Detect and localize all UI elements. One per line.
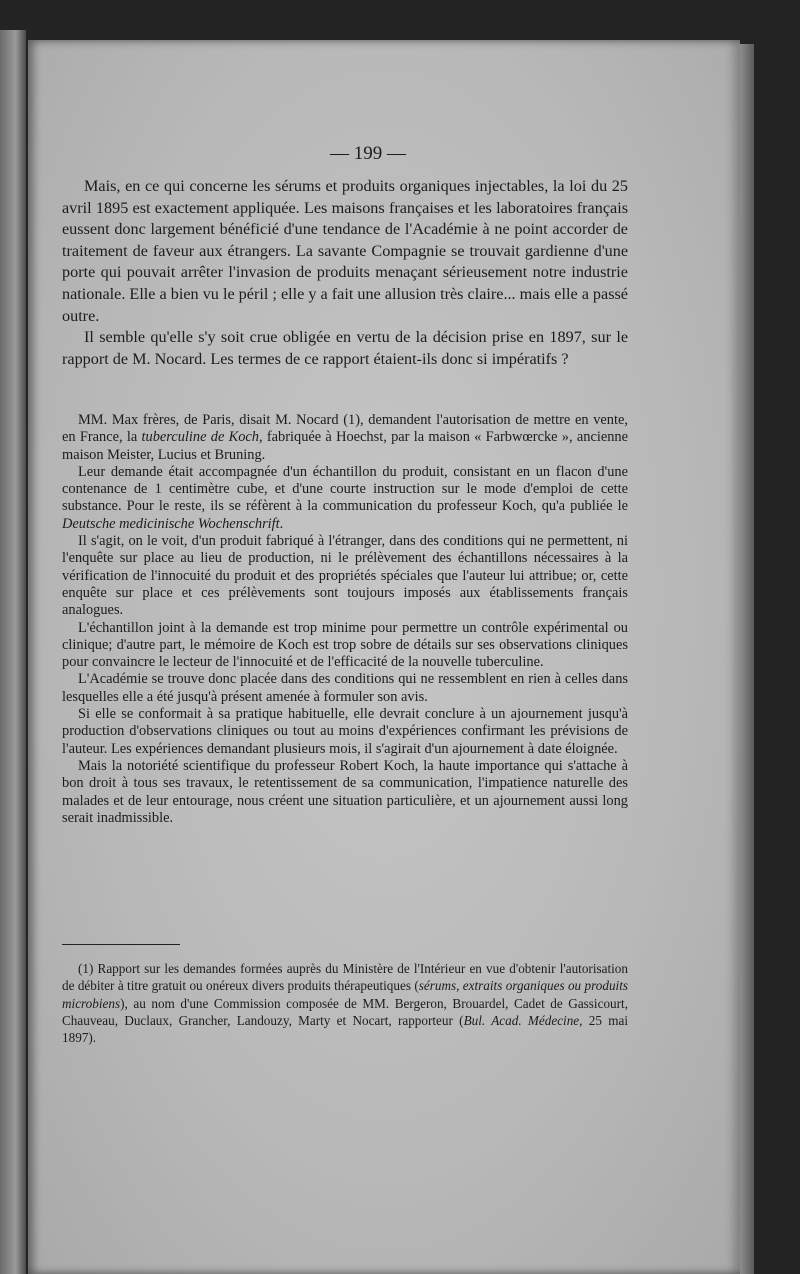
footnote-text: (1) Rapport sur les demandes formées auprès du Ministère de l'Intérieur en vue d'obtenir l'autorisation de débiter à titre gratuit ou onéreux divers produits thérapeutiques ( [62, 961, 628, 994]
facing-page-edge [0, 30, 26, 1274]
footnote-italic: sérums, extraits organiques ou produits microbiens [62, 978, 628, 1011]
page-number: — 199 — [330, 143, 406, 164]
footnote-divider [62, 944, 180, 945]
quote-paragraph [62, 464, 628, 533]
quote-text: MM. Max frères, de Paris, disait M. Nocard (1), demandent l'autorisation de mettre en vente, en France, la [62, 412, 628, 446]
quote-paragraph: L'échantillon joint à la demande est trop minime pour permettre un contrôle expérimental ou clinique; d'autre part, le mémoire de Koch est trop sobre de détails sur ses observations cliniques pour convaincre le lecteur de l'innocuité et de l'efficacité de la nouvelle tuberculine. [62, 619, 628, 671]
body-paragraph: Il semble qu'elle s'y soit crue obligée en vertu de la décision prise en 1897, sur le rapport de M. Nocard. Les termes de ce rapport étaient-ils donc si impératifs ? [62, 328, 628, 368]
quote-paragraph: Mais la notoriété scientifique du professeur Robert Koch, la haute importance qui s'attache à bon droit à tous ses travaux, le retentissement de sa communication, l'impatience naturelle des malades et de leur entourage, nous créent une situation particulière, et un ajournement aussi long serait inadmissible. [62, 757, 628, 826]
footnote-italic: Bul. Acad. Médecine [463, 1012, 580, 1028]
quote-paragraph [62, 412, 628, 464]
quote-paragraph: Il s'agit, on le voit, d'un produit fabriqué à l'étranger, dans des conditions qui ne permettent, ni l'enquête sur place au lieu de production, ni le prélèvement des échantillons nécessaires à la vérification de l'innocuité du produit et des propriétés spéciales que l'auteur lui attribue; or, cette enquête sur place et ces prélèvements sont toujours imposés aux établissements français analogues. [62, 533, 628, 619]
quote-paragraph: L'Académie se trouve donc placée dans des conditions qui ne ressemblent en rien à celles dans lesquelles elle a été jusqu'à présent amenée à formuler son avis. [62, 671, 628, 705]
footnote-paragraph [62, 960, 628, 1046]
quote-italic: tuberculine de Koch [141, 429, 259, 446]
main-text [62, 176, 628, 370]
quote-paragraph: Si elle se conformait à sa pratique habituelle, elle devrait conclure à un ajournement jusqu'à production d'observations cliniques ou tout au moins d'expériences confirmant les prévisions de l'auteur. Les expériences demandant plusieurs mois, il s'agirait d'un ajournement à date éloignée. [62, 706, 628, 757]
quote-italic: Deutsche medicinische Wochenschrift [62, 515, 280, 532]
footnote [62, 960, 628, 1046]
page-stack-edge [740, 44, 754, 1274]
footnote-text: ), au nom d'une Commission composée de MM. Bergeron, Brouardel, Cadet de Gassicourt, Chauveau, Duclaux, Grancher, Landouzy, Marty et Nocart, rapporteur ( [62, 995, 628, 1028]
footnote-text: , 25 mai 1897). [62, 1012, 629, 1046]
quote-text: , fabriquée à Hoechst, par la maison « Farbwœrcke », ancienne maison Meister, Lucius et Bruning. [62, 429, 628, 463]
quote-text: . [279, 515, 284, 532]
quote-text: Leur demande était accompagnée d'un échantillon du produit, consistant en un flacon d'une contenance de 1 centimètre cube, et d'une courte instruction sur le mode d'emploi de cette substance. Pour le reste, ils se réfèrent à la communication du professeur Koch, qu'a publiée le [62, 463, 628, 515]
body-paragraph: Mais, en ce qui concerne les sérums et produits organiques injectables, la loi du 25 avril 1895 est exactement appliquée. Les maisons françaises et les laboratoires français eussent donc largement bénéficié d'une tendance de l'Académie à ne point accorder de traitement de faveur aux étrangers. La savante Compagnie se trouvait gardienne d'une porte qui pouvait arrêter l'invasion de produits menaçant sérieusement notre industrie nationale. Elle a bien vu le péril ; elle y a fait une allusion très claire... mais elle a passé outre. [62, 177, 628, 325]
quoted-report [62, 412, 628, 827]
